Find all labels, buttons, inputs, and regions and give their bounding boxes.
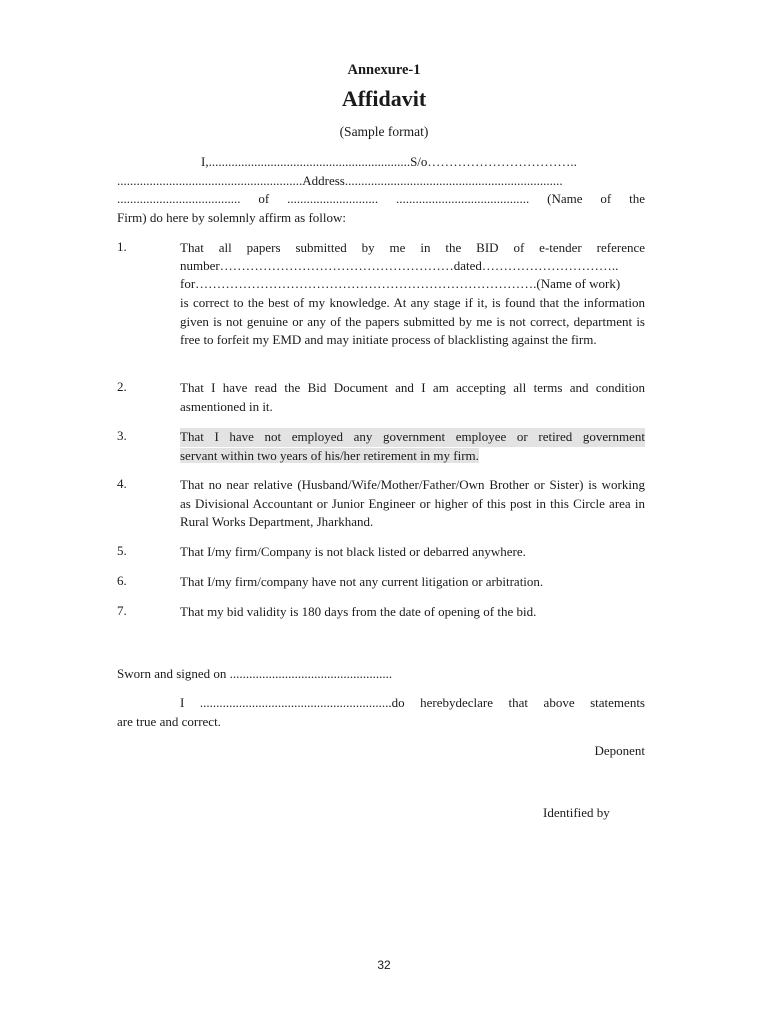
deponent-label: Deponent <box>594 743 645 758</box>
item-3-line-1: That I have not employed any government employee or retired government <box>180 428 645 447</box>
item-3-text <box>180 428 645 465</box>
page-title: Affidavit <box>341 86 427 111</box>
item-number: 3. <box>117 428 127 443</box>
item-7-text: That my bid validity is 180 days from the date of opening of the bid. <box>180 604 537 619</box>
item-number: 7. <box>117 603 127 618</box>
item-number: 4. <box>117 476 127 491</box>
annexure-label: Annexure-1 <box>347 62 421 78</box>
declaration-line-2: are true and correct. <box>117 714 221 729</box>
intro-line-4: Firm) do here by solemnly affirm as follow: <box>117 210 347 225</box>
item-number: 2. <box>117 379 127 394</box>
item-number: 5. <box>117 543 127 558</box>
sample-format-label: (Sample format) <box>339 124 429 139</box>
intro-line-2: .........................................................Address................................................................... <box>117 173 563 188</box>
intro-line-1: I,..............................................................S/o…………………………….. <box>201 154 577 169</box>
item-1-line-1: That all papers submitted by me in the BID of e-tender reference <box>180 240 645 255</box>
item-4-text: That no near relative (Husband/Wife/Mother/Father/Own Brother or Sister) is working as Divisional Accountant or Junior Engineer or higher of this post in this Circle area in Rural Works Department, Jharkhand. <box>180 477 645 529</box>
intro-line-3: ...................................... of ............................ ......................................... (Name of the <box>117 191 645 206</box>
item-3-line-2: servant within two years of his/her retirement in my firm. <box>180 447 479 463</box>
item-1-paragraph: is correct to the best of my knowledge. At any stage if it, is found that the information given is not genuine or any of the papers submitted by me is not correct, department is free to forfeit my EMD and may initiate process of blacklisting against the firm. <box>180 295 645 347</box>
page-number: 32 <box>377 958 391 972</box>
item-1-line-2: number………………………………………………dated………………………….. <box>180 258 619 273</box>
item-number: 6. <box>117 573 127 588</box>
sworn-signed-line: Sworn and signed on .................................................. <box>117 666 393 681</box>
item-6-text: That I/my firm/company have not any current litigation or arbitration. <box>180 574 544 589</box>
item-1-line-3: for…………………………………………………………………….(Name of work) <box>180 276 621 291</box>
item-5-text: That I/my firm/Company is not black listed or debarred anywhere. <box>180 544 526 559</box>
identified-by-label: Identified by <box>543 805 610 820</box>
declaration-line-1: I ...........................................................do herebydeclare that above statements <box>180 695 645 710</box>
item-2-text: That I have read the Bid Document and I am accepting all terms and condition asmentioned in it. <box>180 380 645 414</box>
item-number: 1. <box>117 239 127 254</box>
